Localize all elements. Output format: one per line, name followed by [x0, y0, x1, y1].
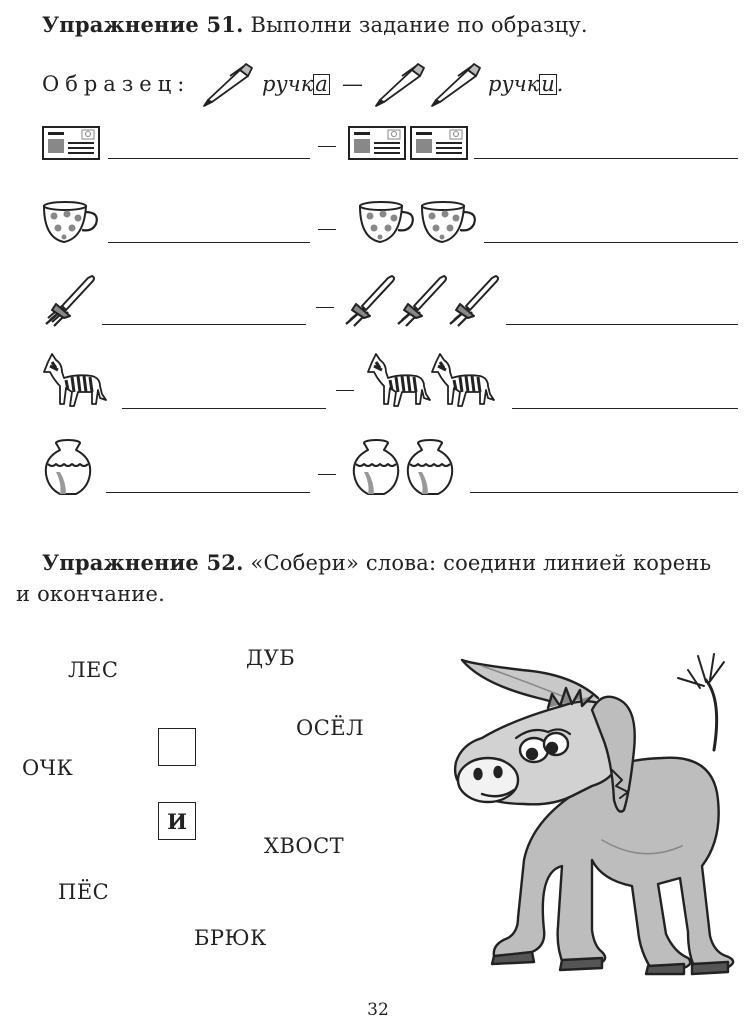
- row-dash: [336, 390, 354, 391]
- cup-icon: [418, 200, 480, 246]
- sample-stem-2: ручк: [488, 72, 540, 96]
- vase-icon: [350, 438, 402, 498]
- word-dub[interactable]: ДУБ: [246, 646, 296, 670]
- empty-ending-box[interactable]: [158, 728, 196, 766]
- ending-letter: И: [167, 808, 187, 834]
- fork-icon: [446, 274, 502, 330]
- sample-ending-plural: и: [541, 72, 555, 96]
- vase-icon: [404, 438, 456, 498]
- row-dash: [316, 307, 334, 308]
- pen-icon: [428, 62, 484, 106]
- sample-row: [42, 62, 602, 112]
- exercise-51-task: Выполни задание по образцу.: [250, 13, 588, 37]
- exercise-51-heading: [42, 12, 588, 37]
- postcard-icon: [42, 126, 100, 160]
- sample-ending-singular: а: [315, 72, 328, 96]
- ending-box-i[interactable]: [158, 802, 196, 840]
- pen-icon: [200, 62, 256, 106]
- answer-line-singular-5[interactable]: [106, 492, 310, 493]
- zebra-icon: [42, 352, 108, 410]
- fork-icon: [342, 274, 398, 330]
- answer-line-singular-4[interactable]: [122, 408, 326, 409]
- postcard-icon: [348, 126, 406, 160]
- cup-icon: [356, 200, 418, 246]
- answer-line-singular-3[interactable]: [102, 324, 306, 325]
- cup-icon: [40, 200, 102, 246]
- exercise-52-task-line2: и окончание.: [16, 582, 165, 606]
- pen-icon: [372, 62, 428, 106]
- row-dash: [318, 474, 336, 475]
- fork-icon: [394, 274, 450, 330]
- zebra-icon: [366, 352, 432, 410]
- answer-line-plural-3[interactable]: [506, 324, 738, 325]
- vase-icon: [42, 438, 94, 498]
- sample-word-singular: [262, 72, 330, 96]
- sample-stem-1: ручк: [262, 72, 314, 96]
- word-ochk[interactable]: ОЧК: [22, 756, 74, 780]
- answer-line-singular-1[interactable]: [108, 158, 310, 159]
- answer-line-plural-5[interactable]: [470, 492, 738, 493]
- word-khvost[interactable]: ХВОСТ: [264, 834, 345, 858]
- sample-word-plural: [488, 72, 563, 96]
- sample-label: Образец:: [42, 72, 191, 96]
- word-les[interactable]: ЛЕС: [68, 658, 119, 682]
- row-dash: [318, 229, 336, 230]
- sample-period: .: [556, 72, 564, 96]
- postcard-icon: [410, 126, 468, 160]
- exercise-51-title: Упражнение 51.: [42, 12, 244, 37]
- answer-line-singular-2[interactable]: [108, 242, 310, 243]
- answer-line-plural-2[interactable]: [484, 242, 738, 243]
- row-dash: [318, 146, 336, 147]
- answer-line-plural-4[interactable]: [512, 408, 738, 409]
- exercise-52-title: Упражнение 52.: [42, 550, 244, 575]
- word-pes[interactable]: ПЁС: [58, 880, 110, 904]
- answer-line-plural-1[interactable]: [474, 158, 738, 159]
- fork-icon: [42, 274, 98, 330]
- page-number: 32: [367, 1000, 389, 1020]
- exercise-52-task-line1: «Собери» слова: соедини линией корень: [250, 551, 712, 575]
- donkey-illustration: [452, 640, 748, 980]
- sample-dash: —: [342, 72, 363, 96]
- zebra-icon: [430, 352, 496, 410]
- word-bryuk[interactable]: БРЮК: [194, 926, 267, 950]
- word-osel[interactable]: ОСЁЛ: [296, 716, 365, 740]
- exercise-52-heading: [42, 550, 711, 575]
